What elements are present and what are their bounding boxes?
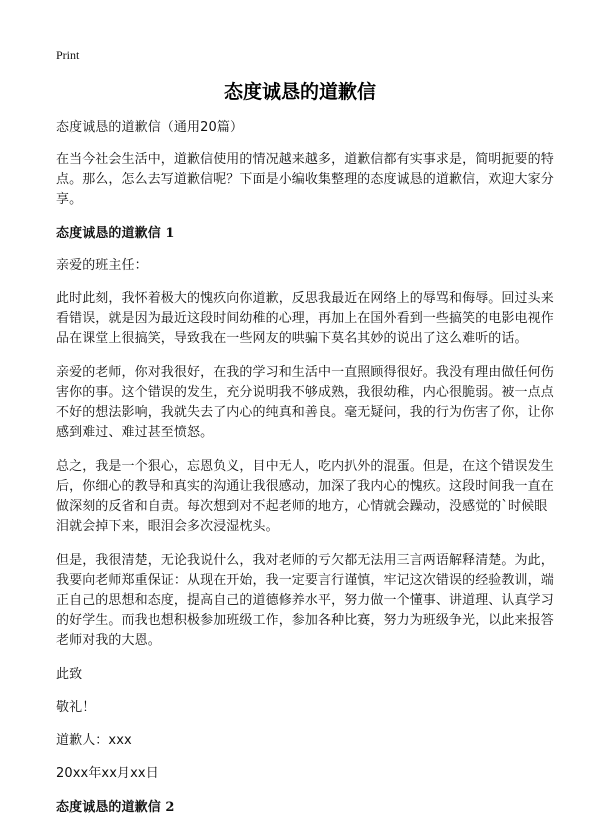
article-subtitle: 态度诚恳的道歉信（通用20篇） — [56, 120, 244, 135]
letter-paragraph: 亲爱的老师，你对我很好，在我的学习和生活中一直照顾得很好。我没有理由做任何伤害你的事。这个错误的发生，充分说明我不够成熟，我很幼稚，内心很脆弱。被一点点不好的想法影响，我就失去了内心的纯真和善良。毫无疑问，我的行为伤害了你，让你感到难过、难过甚至愤怒。 — [56, 365, 554, 440]
letter-salutation: 亲爱的班主任： — [56, 258, 148, 273]
section-heading-2: 态度诚恳的道歉信 2 — [56, 800, 175, 815]
letter-closing: 此致 — [56, 667, 83, 682]
letter-paragraph: 此时此刻，我怀着极大的愧疚向你道歉，反思我最近在网络上的辱骂和侮辱。回过头来看错误，就是因为最近这段时间幼稚的心理，再加上在国外看到一些搞笑的电影电视作品在课堂上很搞笑，导致我在一些网友的哄骗下莫名其妙的说出了这么难听的话。 — [56, 291, 554, 346]
page-title: 态度诚恳的道歉信 — [223, 81, 376, 103]
letter-signature: 道歉人：xxx — [56, 733, 132, 748]
print-link[interactable]: Print — [56, 48, 80, 62]
letter-paragraph: 但是，我很清楚，无论我说什么，我对老师的亏欠都无法用三言两语解释清楚。为此，我要向老师郑重保证：从现在开始，我一定要言行谨慎，牢记这次错误的经验教训，端正自己的思想和态度，提高自己的道德修养水平，努力做一个懂事、讲道理、认真学习的好学生。而我也想积极参加班级工作，参加各种比赛，努力为班级争光，以此来报答老师对我的大恩。 — [56, 553, 554, 648]
article-body — [56, 118, 556, 830]
section-heading-1: 态度诚恳的道歉信 1 — [56, 226, 175, 241]
intro-paragraph: 在当今社会生活中，道歉信使用的情况越来越多，道歉信都有实事求是，简明扼要的特点。那么，怎么去写道歉信呢？下面是小编收集整理的态度诚恳的道歉信，欢迎大家分享。 — [56, 152, 554, 207]
letter-paragraph: 总之，我是一个狠心，忘恩负义，目中无人，吃内扒外的混蛋。但是，在这个错误发生后，你细心的教导和真实的沟通让我很感动，加深了我内心的愧疚。这段时间我一直在做深刻的反省和自责。每次想到对不起老师的地方，心情就会躁动，没感觉的`时候眼泪就会掉下来，眼泪会多次浸湿枕头。 — [56, 459, 554, 534]
letter-regards: 敬礼！ — [56, 700, 96, 715]
letter-date: 20xx年xx月xx日 — [56, 766, 159, 781]
